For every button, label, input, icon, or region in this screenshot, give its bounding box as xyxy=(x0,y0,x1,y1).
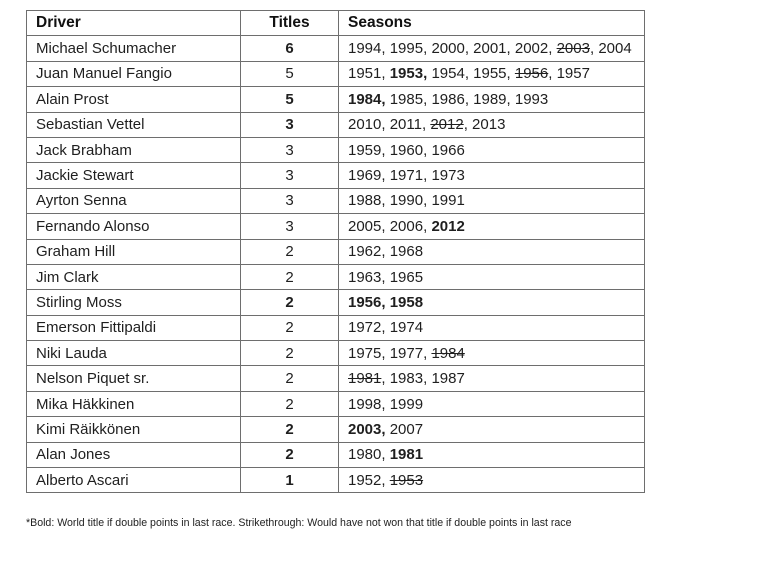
season-year: 1986 xyxy=(431,90,465,108)
driver-cell: Sebastian Vettel xyxy=(27,112,241,137)
season-year: 1989 xyxy=(473,90,507,108)
header-titles: Titles xyxy=(241,11,339,36)
season-year: 1971 xyxy=(389,167,424,185)
titles-cell: 2 xyxy=(241,417,339,442)
season-year: 1981 xyxy=(348,370,382,388)
driver-cell: Jack Brabham xyxy=(27,137,241,162)
season-year: 1969 xyxy=(348,167,382,185)
seasons-cell: 1998, 1999 xyxy=(339,391,645,416)
table-row xyxy=(27,87,645,112)
table-row xyxy=(27,264,645,289)
driver-cell: Emerson Fittipaldi xyxy=(27,315,241,340)
season-year: 1952 xyxy=(348,471,382,489)
season-year: 1966 xyxy=(431,141,465,159)
table-row xyxy=(27,137,645,162)
table-row xyxy=(27,315,645,340)
season-year: 1998 xyxy=(348,395,382,413)
driver-cell: Alan Jones xyxy=(27,442,241,467)
season-year: 1953 xyxy=(389,65,424,83)
season-year: 1956 xyxy=(348,293,382,311)
season-year: 1994 xyxy=(348,40,382,58)
titles-cell: 6 xyxy=(241,36,339,61)
titles-cell: 3 xyxy=(241,214,339,239)
driver-cell: Jackie Stewart xyxy=(27,163,241,188)
footnote: *Bold: World title if double points in last race. Strikethrough: Would have not won that title if double points in last race xyxy=(26,517,572,529)
table-row xyxy=(27,188,645,213)
seasons-cell: 2010, 2011, 2012, 2013 xyxy=(339,112,645,137)
season-year: 1957 xyxy=(556,65,590,83)
season-year: 1959 xyxy=(348,141,382,159)
table-row xyxy=(27,366,645,391)
table-row xyxy=(27,112,645,137)
season-year: 2001 xyxy=(473,40,507,58)
header-driver: Driver xyxy=(27,11,241,36)
season-year: 1975 xyxy=(348,344,382,362)
seasons-cell: 1959, 1960, 1966 xyxy=(339,137,645,162)
driver-cell: Jim Clark xyxy=(27,264,241,289)
season-year: 1999 xyxy=(389,395,424,413)
seasons-cell: 2005, 2006, 2012 xyxy=(339,214,645,239)
championship-table xyxy=(26,10,645,493)
titles-cell: 2 xyxy=(241,391,339,416)
season-year: 1991 xyxy=(431,192,465,210)
table-row xyxy=(27,442,645,467)
season-year: 1977 xyxy=(389,344,424,362)
titles-cell: 1 xyxy=(241,468,339,493)
season-year: 2005 xyxy=(348,217,382,235)
table-body xyxy=(27,36,645,493)
titles-cell: 2 xyxy=(241,239,339,264)
season-year: 1980 xyxy=(348,446,382,464)
seasons-cell: 1951, 1953, 1954, 1955, 1956, 1957 xyxy=(339,61,645,86)
championship-table-container xyxy=(26,10,644,493)
season-year: 2003 xyxy=(556,40,590,58)
driver-cell: Nelson Piquet sr. xyxy=(27,366,241,391)
season-year: 1973 xyxy=(431,167,465,185)
seasons-cell: 1975, 1977, 1984 xyxy=(339,341,645,366)
season-year: 2012 xyxy=(431,217,465,235)
season-year: 1984 xyxy=(431,344,465,362)
titles-cell: 3 xyxy=(241,188,339,213)
seasons-cell: 1962, 1968 xyxy=(339,239,645,264)
seasons-cell: 1981, 1983, 1987 xyxy=(339,366,645,391)
season-year: 1990 xyxy=(389,192,424,210)
seasons-cell: 1969, 1971, 1973 xyxy=(339,163,645,188)
season-year: 1993 xyxy=(514,90,549,108)
titles-cell: 2 xyxy=(241,315,339,340)
driver-cell: Niki Lauda xyxy=(27,341,241,366)
driver-cell: Fernando Alonso xyxy=(27,214,241,239)
table-row xyxy=(27,239,645,264)
season-year: 1983 xyxy=(389,370,424,388)
seasons-cell: 1963, 1965 xyxy=(339,264,645,289)
table-row xyxy=(27,36,645,61)
season-year: 1958 xyxy=(389,293,424,311)
seasons-cell: 1972, 1974 xyxy=(339,315,645,340)
season-year: 2007 xyxy=(389,420,424,438)
season-year: 2006 xyxy=(389,217,424,235)
seasons-cell: 1956, 1958 xyxy=(339,290,645,315)
titles-cell: 2 xyxy=(241,290,339,315)
seasons-cell: 1994, 1995, 2000, 2001, 2002, 2003, 2004 xyxy=(339,36,645,61)
seasons-cell: 1984, 1985, 1986, 1989, 1993 xyxy=(339,87,645,112)
driver-cell: Juan Manuel Fangio xyxy=(27,61,241,86)
titles-cell: 3 xyxy=(241,163,339,188)
table-row xyxy=(27,341,645,366)
driver-cell: Kimi Räikkönen xyxy=(27,417,241,442)
season-year: 1963 xyxy=(348,268,382,286)
season-year: 1962 xyxy=(348,243,382,261)
titles-cell: 3 xyxy=(241,137,339,162)
table-row xyxy=(27,214,645,239)
driver-cell: Stirling Moss xyxy=(27,290,241,315)
titles-cell: 5 xyxy=(241,87,339,112)
titles-cell: 2 xyxy=(241,264,339,289)
season-year: 1953 xyxy=(389,471,424,489)
driver-cell: Alberto Ascari xyxy=(27,468,241,493)
titles-cell: 3 xyxy=(241,112,339,137)
titles-cell: 2 xyxy=(241,442,339,467)
seasons-cell: 1988, 1990, 1991 xyxy=(339,188,645,213)
season-year: 2002 xyxy=(514,40,549,58)
header-seasons: Seasons xyxy=(339,11,645,36)
season-year: 2011 xyxy=(389,116,422,134)
season-year: 1951 xyxy=(348,65,382,83)
season-year: 1995 xyxy=(389,40,424,58)
season-year: 1984 xyxy=(348,90,382,108)
titles-cell: 2 xyxy=(241,366,339,391)
season-year: 1988 xyxy=(348,192,382,210)
season-year: 1987 xyxy=(431,370,465,388)
seasons-cell: 1952, 1953 xyxy=(339,468,645,493)
season-year: 1974 xyxy=(389,319,424,337)
season-year: 2003 xyxy=(348,420,382,438)
season-year: 1955 xyxy=(473,65,507,83)
season-year: 2010 xyxy=(348,116,382,134)
season-year: 1981 xyxy=(389,446,424,464)
season-year: 1956 xyxy=(514,65,549,83)
season-year: 2013 xyxy=(472,116,506,134)
seasons-cell: 2003, 2007 xyxy=(339,417,645,442)
table-row xyxy=(27,468,645,493)
table-row xyxy=(27,61,645,86)
season-year: 1960 xyxy=(389,141,424,159)
driver-cell: Michael Schumacher xyxy=(27,36,241,61)
seasons-cell: 1980, 1981 xyxy=(339,442,645,467)
table-row xyxy=(27,417,645,442)
season-year: 2000 xyxy=(431,40,465,58)
season-year: 1965 xyxy=(389,268,424,286)
driver-cell: Mika Häkkinen xyxy=(27,391,241,416)
season-year: 1972 xyxy=(348,319,382,337)
season-year: 1968 xyxy=(389,243,424,261)
season-year: 2004 xyxy=(598,40,632,58)
titles-cell: 5 xyxy=(241,61,339,86)
season-year: 1985 xyxy=(389,90,424,108)
table-row xyxy=(27,163,645,188)
season-year: 1954 xyxy=(431,65,465,83)
driver-cell: Alain Prost xyxy=(27,87,241,112)
titles-cell: 2 xyxy=(241,341,339,366)
season-year: 2012 xyxy=(430,116,464,134)
table-header-row xyxy=(27,11,645,36)
driver-cell: Graham Hill xyxy=(27,239,241,264)
driver-cell: Ayrton Senna xyxy=(27,188,241,213)
table-row xyxy=(27,391,645,416)
table-row xyxy=(27,290,645,315)
